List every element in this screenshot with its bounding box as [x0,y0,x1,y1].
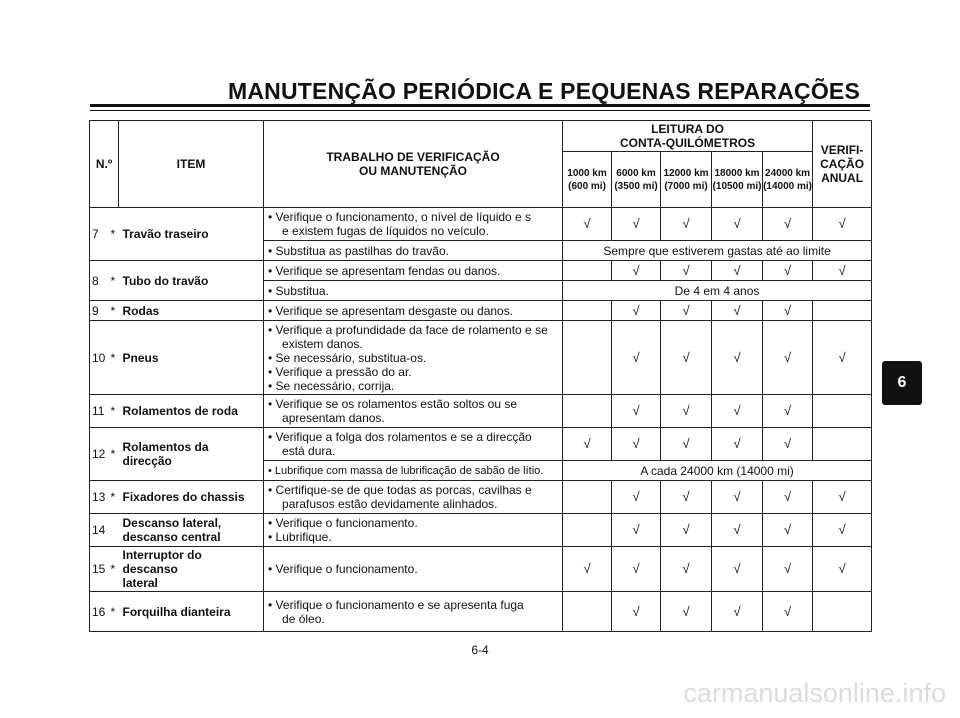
km-label: 18000 km [714,167,760,179]
row-number: 14 [90,514,111,547]
title-rule [90,104,870,107]
row-item [119,514,264,547]
work-line: • Verifique o funcionamento e se apresenta fuga [268,597,524,612]
chapter-tab: 6 [882,361,922,405]
check-mark: √ [763,592,813,632]
title-rule-thin [90,110,870,111]
empty-cell [563,514,612,547]
row-work: • Lubrifique com massa de lubrificação de sabão de lítio. [264,461,563,481]
row-number: 7 [90,208,111,261]
row-star: * [111,547,119,592]
check-mark: √ [563,208,612,241]
check-mark: √ [661,321,712,395]
check-mark: √ [661,261,712,281]
row-number: 8 [90,261,111,301]
row-star: * [111,208,119,261]
row-work [264,428,563,461]
check-mark: √ [612,481,661,514]
row-item: Fixadores do chassis [119,481,264,514]
check-mark: √ [661,514,712,547]
check-mark: √ [661,395,712,428]
check-mark: √ [813,208,872,241]
km-column-1 [563,152,612,208]
check-mark: √ [813,321,872,395]
row-work: • Verifique o funcionamento. [264,547,563,592]
check-mark: √ [763,208,813,241]
row-item: Forquilha dianteira [119,592,264,632]
table-row [90,321,872,395]
row-item: Rodas [119,301,264,321]
item-line: descanso central [122,530,221,544]
header-odometer-line1: LEITURA DO [651,122,724,136]
work-line: • Verifique a folga dos rolamentos e se a direcção [268,430,532,444]
check-mark: √ [712,514,763,547]
interval-note: A cada 24000 km (14000 mi) [563,461,872,481]
check-mark: √ [712,301,763,321]
header-annual-line1: VERIFI- [820,143,864,157]
work-line: e existem fugas de líquidos no veículo. [282,224,489,238]
item-line: direcção [122,454,172,468]
row-number: 12 [90,428,111,481]
empty-cell [813,428,872,461]
check-mark: √ [712,428,763,461]
row-item: Rolamentos de roda [119,395,264,428]
check-mark: √ [712,481,763,514]
check-mark: √ [661,592,712,632]
check-mark: √ [813,514,872,547]
row-item [119,547,264,592]
check-mark: √ [661,208,712,241]
check-mark: √ [763,301,813,321]
row-work [264,321,563,395]
work-line: parafusos estão devidamente alinhados. [282,497,498,511]
work-line: apresentam danos. [282,411,385,425]
table-row [90,301,872,321]
row-number: 9 [90,301,111,321]
check-mark: √ [661,428,712,461]
empty-cell [563,261,612,281]
table-row [90,395,872,428]
work-line: • Verifique a profundidade da face de rolamento e se [268,322,548,337]
row-work: • Substitua. [264,281,563,301]
km-column-5 [763,152,813,208]
km-column-3 [661,152,712,208]
row-work [264,395,563,428]
work-line: de óleo. [282,611,325,626]
header-annual-line2: CAÇÃO [820,157,865,171]
empty-cell [563,592,612,632]
work-line: • Se necessário, corrija. [268,378,395,393]
check-mark: √ [563,547,612,592]
empty-cell [813,395,872,428]
row-star: * [111,261,119,301]
table-row [90,514,872,547]
km-label: 24000 km [765,167,811,179]
row-item [119,428,264,481]
check-mark: √ [712,261,763,281]
table-row [90,428,872,461]
header-annual [813,121,872,208]
interval-note: Sempre que estiverem gastas até ao limite [563,241,872,261]
item-line: lateral [122,576,158,590]
check-mark: √ [612,547,661,592]
mi-label: (10500 mi) [712,180,762,192]
check-mark: √ [612,395,661,428]
check-mark: √ [763,428,813,461]
km-label: 12000 km [663,167,709,179]
empty-cell [563,301,612,321]
table-row [90,547,872,592]
check-mark: √ [813,261,872,281]
interval-note: De 4 em 4 anos [563,281,872,301]
page-number: 6-4 [471,643,489,657]
row-work: • Verifique se apresentam fendas ou danos. [264,261,563,281]
row-star: * [111,395,119,428]
empty-cell [813,592,872,632]
row-item: Pneus [119,321,264,395]
row-number: 13 [90,481,111,514]
check-mark: √ [763,395,813,428]
header-num: N.º [90,121,119,208]
check-mark: √ [813,547,872,592]
row-item: Travão traseiro [119,208,264,261]
row-item: Tubo do travão [119,261,264,301]
work-line: • Lubrifique. [268,530,332,544]
km-column-4 [712,152,763,208]
check-mark: √ [712,547,763,592]
table-row [90,261,872,281]
empty-cell [813,301,872,321]
header-work [264,121,563,208]
work-line: • Verifique a pressão do ar. [268,364,412,379]
empty-cell [563,321,612,395]
check-mark: √ [763,261,813,281]
work-line: • Se necessário, substitua-os. [268,350,427,365]
km-column-2 [612,152,661,208]
row-work [264,208,563,241]
check-mark: √ [661,547,712,592]
mi-label: (14000 mi) [763,180,812,192]
row-star: * [111,301,119,321]
check-mark: √ [712,395,763,428]
km-label: 6000 km [616,167,656,179]
work-line: existem danos. [282,336,363,351]
row-star: * [111,321,119,395]
mi-label: (600 mi) [568,180,606,192]
row-number: 16 [90,592,111,632]
empty-cell [563,395,612,428]
row-number: 10 [90,321,111,395]
check-mark: √ [612,592,661,632]
check-mark: √ [712,592,763,632]
check-mark: √ [612,428,661,461]
header-annual-line3: ANUAL [821,171,864,185]
check-mark: √ [612,514,661,547]
maintenance-table [89,120,872,632]
header-odometer [563,121,813,152]
row-work [264,592,563,632]
row-star [111,514,119,547]
row-number: 15 [90,547,111,592]
check-mark: √ [661,301,712,321]
check-mark: √ [763,514,813,547]
check-mark: √ [712,208,763,241]
check-mark: √ [563,428,612,461]
check-mark: √ [612,208,661,241]
item-line: Descanso lateral, [122,516,222,530]
check-mark: √ [661,481,712,514]
page-title: MANUTENÇÃO PERIÓDICA E PEQUENAS REPARAÇÕES [228,78,861,104]
row-work: • Substitua as pastilhas do travão. [264,241,563,261]
header-work-line2: OU MANUTENÇÃO [359,164,468,178]
check-mark: √ [712,321,763,395]
work-line: • Verifique o funcionamento, o nível de líquido e s [268,210,532,224]
table-row [90,481,872,514]
check-mark: √ [612,301,661,321]
work-line: • Verifique se os rolamentos estão soltos ou se [268,397,518,411]
work-line: • Certifique-se de que todas as porcas, cavilhas e [268,483,532,497]
row-work [264,514,563,547]
header-work-line1: TRABALHO DE VERIFICAÇÃO [326,150,500,164]
check-mark: √ [763,547,813,592]
check-mark: √ [763,481,813,514]
work-line: • Verifique o funcionamento. [268,516,418,530]
row-star: * [111,428,119,481]
check-mark: √ [612,321,661,395]
item-line: Interruptor do descanso [122,548,202,576]
row-star: * [111,592,119,632]
row-number: 11 [90,395,111,428]
check-mark: √ [813,481,872,514]
check-mark: √ [763,321,813,395]
header-item: ITEM [119,121,264,208]
km-label: 1000 km [567,167,607,179]
check-mark: √ [612,261,661,281]
row-work: • Verifique se apresentam desgaste ou danos. [264,301,563,321]
empty-cell [563,481,612,514]
row-work [264,481,563,514]
header-odometer-line2: CONTA-QUILÓMETROS [619,136,756,150]
row-star: * [111,481,119,514]
table-row [90,592,872,632]
table-row [90,208,872,241]
watermark: carmanualsonline.info [683,678,946,708]
mi-label: (3500 mi) [614,180,658,192]
work-line: está dura. [282,444,336,458]
mi-label: (7000 mi) [664,180,708,192]
item-line: Rolamentos da [122,440,209,454]
